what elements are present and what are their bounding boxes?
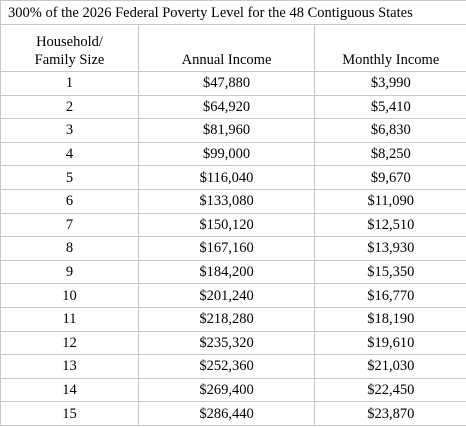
table-row bbox=[1, 355, 466, 379]
annual-income-cell: $218,280 bbox=[139, 307, 315, 331]
table-title: 300% of the 2026 Federal Poverty Level for the 48 Contiguous States bbox=[0, 0, 466, 25]
annual-income-cell: $64,920 bbox=[139, 95, 315, 119]
annual-income-cell: $269,400 bbox=[139, 378, 315, 402]
table-row bbox=[1, 284, 466, 308]
table-body bbox=[1, 72, 466, 426]
table-row bbox=[1, 72, 466, 96]
household-size-header bbox=[1, 25, 139, 72]
table-row bbox=[1, 378, 466, 402]
monthly-income-cell: $11,090 bbox=[315, 189, 466, 213]
annual-income-cell: $133,080 bbox=[139, 189, 315, 213]
annual-income-cell: $150,120 bbox=[139, 213, 315, 237]
annual-income-cell: $167,160 bbox=[139, 237, 315, 261]
annual-income-cell: $81,960 bbox=[139, 119, 315, 143]
household-size-cell: 2 bbox=[1, 95, 139, 119]
monthly-income-header: Monthly Income bbox=[315, 25, 466, 72]
monthly-income-cell: $3,990 bbox=[315, 72, 466, 96]
table-row bbox=[1, 189, 466, 213]
table-row bbox=[1, 95, 466, 119]
table-row bbox=[1, 402, 466, 426]
household-size-cell: 8 bbox=[1, 237, 139, 261]
header-row bbox=[1, 25, 466, 72]
table-row bbox=[1, 213, 466, 237]
household-size-cell: 11 bbox=[1, 307, 139, 331]
table-row bbox=[1, 307, 466, 331]
annual-income-cell: $201,240 bbox=[139, 284, 315, 308]
monthly-income-cell: $5,410 bbox=[315, 95, 466, 119]
household-size-cell: 6 bbox=[1, 189, 139, 213]
household-size-cell: 13 bbox=[1, 355, 139, 379]
table-row bbox=[1, 260, 466, 284]
annual-income-cell: $99,000 bbox=[139, 142, 315, 166]
household-size-cell: 5 bbox=[1, 166, 139, 190]
household-size-cell: 10 bbox=[1, 284, 139, 308]
household-size-cell: 1 bbox=[1, 72, 139, 96]
monthly-income-cell: $9,670 bbox=[315, 166, 466, 190]
annual-income-cell: $235,320 bbox=[139, 331, 315, 355]
monthly-income-cell: $21,030 bbox=[315, 355, 466, 379]
household-size-cell: 7 bbox=[1, 213, 139, 237]
table-row bbox=[1, 166, 466, 190]
annual-income-cell: $252,360 bbox=[139, 355, 315, 379]
table-row bbox=[1, 237, 466, 261]
monthly-income-cell: $6,830 bbox=[315, 119, 466, 143]
household-size-cell: 9 bbox=[1, 260, 139, 284]
monthly-income-cell: $12,510 bbox=[315, 213, 466, 237]
table-row bbox=[1, 119, 466, 143]
monthly-income-cell: $15,350 bbox=[315, 260, 466, 284]
table-row bbox=[1, 142, 466, 166]
annual-income-cell: $47,880 bbox=[139, 72, 315, 96]
household-size-cell: 15 bbox=[1, 402, 139, 426]
monthly-income-cell: $18,190 bbox=[315, 307, 466, 331]
monthly-income-cell: $22,450 bbox=[315, 378, 466, 402]
annual-income-header: Annual Income bbox=[139, 25, 315, 72]
income-table bbox=[0, 25, 466, 426]
household-size-header-line1: Household/ bbox=[36, 34, 103, 50]
household-size-cell: 14 bbox=[1, 378, 139, 402]
household-size-cell: 3 bbox=[1, 119, 139, 143]
monthly-income-cell: $23,870 bbox=[315, 402, 466, 426]
household-size-cell: 4 bbox=[1, 142, 139, 166]
household-size-cell: 12 bbox=[1, 331, 139, 355]
annual-income-cell: $116,040 bbox=[139, 166, 315, 190]
table-row bbox=[1, 331, 466, 355]
monthly-income-cell: $16,770 bbox=[315, 284, 466, 308]
monthly-income-cell: $13,930 bbox=[315, 237, 466, 261]
monthly-income-cell: $8,250 bbox=[315, 142, 466, 166]
household-size-header-line2: Family Size bbox=[34, 52, 105, 68]
monthly-income-cell: $19,610 bbox=[315, 331, 466, 355]
annual-income-cell: $286,440 bbox=[139, 402, 315, 426]
annual-income-cell: $184,200 bbox=[139, 260, 315, 284]
